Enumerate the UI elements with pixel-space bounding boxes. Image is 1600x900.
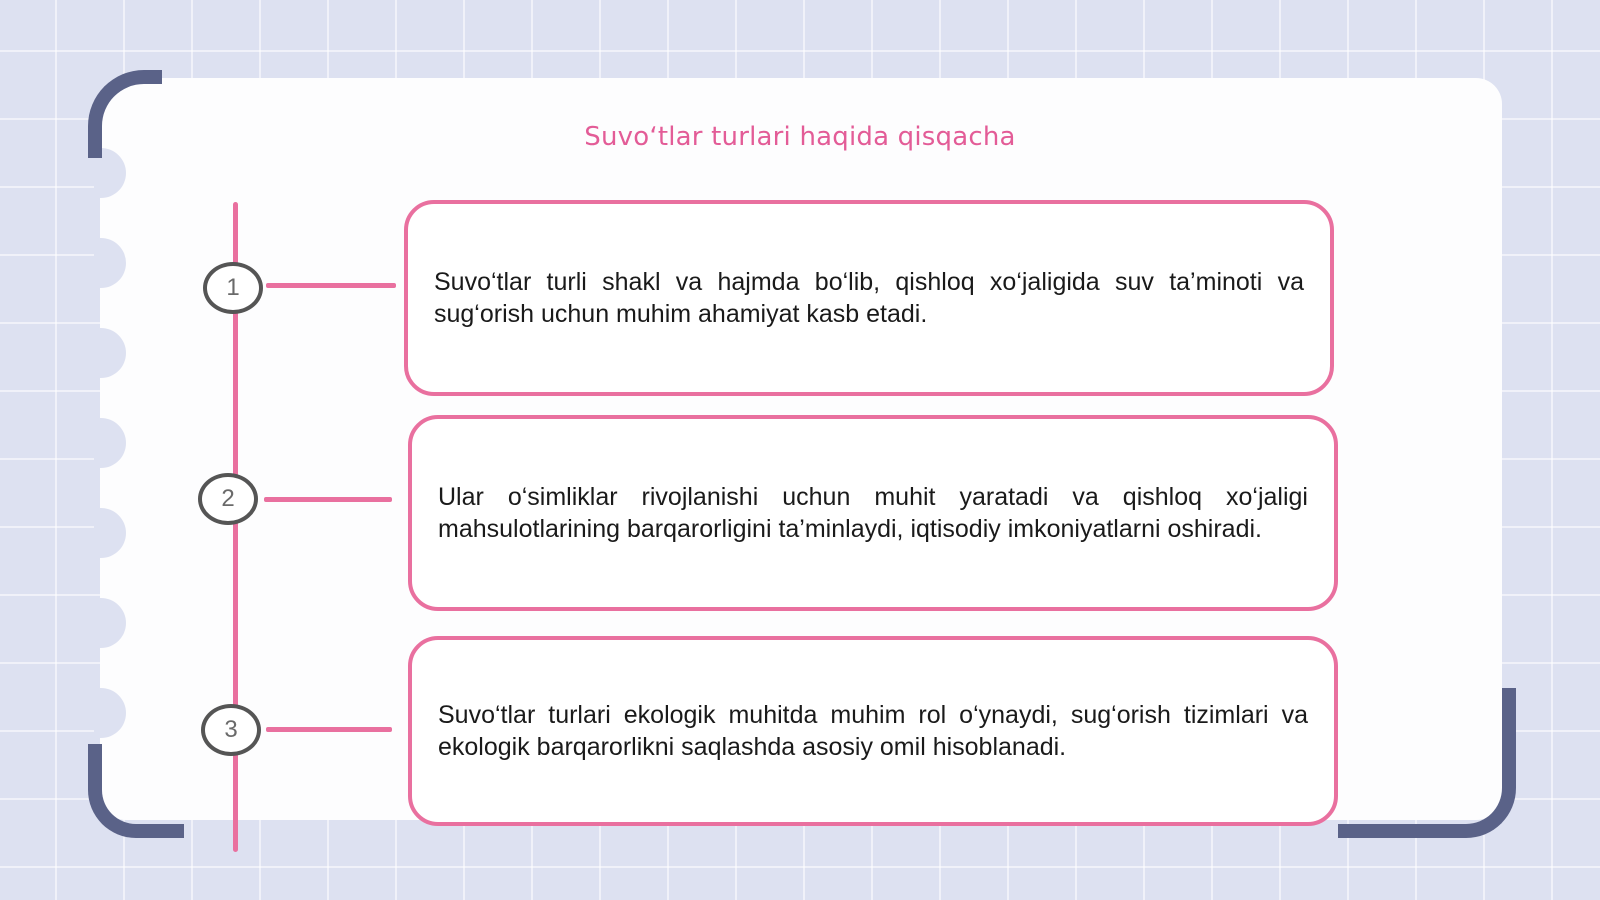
step-card [404,200,1334,396]
corner-bracket-bottom-left [88,744,184,838]
timeline-connector [266,283,396,288]
slide-title: Suvoʻtlar turlari haqida qisqacha [584,122,1016,152]
step-text: Suvo‘tlar turlari ekologik muhitda muhim rol o‘ynaydi, sug‘orish tizimlari va ekologik barqarorlikni saqlashda asosiy omil hisoblanadi. [438,701,1308,761]
step-text: Suvo‘tlar turli shakl va hajmda bo‘lib, qishloq xo‘jaligida suv ta’minoti va sug‘orish uchun muhim ahamiyat kasb etadi. [434,268,1304,328]
step-card [408,636,1338,826]
timeline-connector [266,727,392,732]
step-number-badge: 2 [198,473,258,525]
corner-bracket-bottom-right [1338,688,1516,838]
step-number-badge: 3 [201,704,261,756]
step-number-badge: 1 [203,262,263,314]
timeline-connector [264,497,392,502]
step-card [408,415,1338,611]
step-text: Ular o‘simliklar rivojlanishi uchun muhit yaratadi va qishloq xo‘jaligi mahsulotlarining barqarorligini ta’minlaydi, iqtisodiy imkoniyatlarni oshiradi. [438,483,1308,543]
